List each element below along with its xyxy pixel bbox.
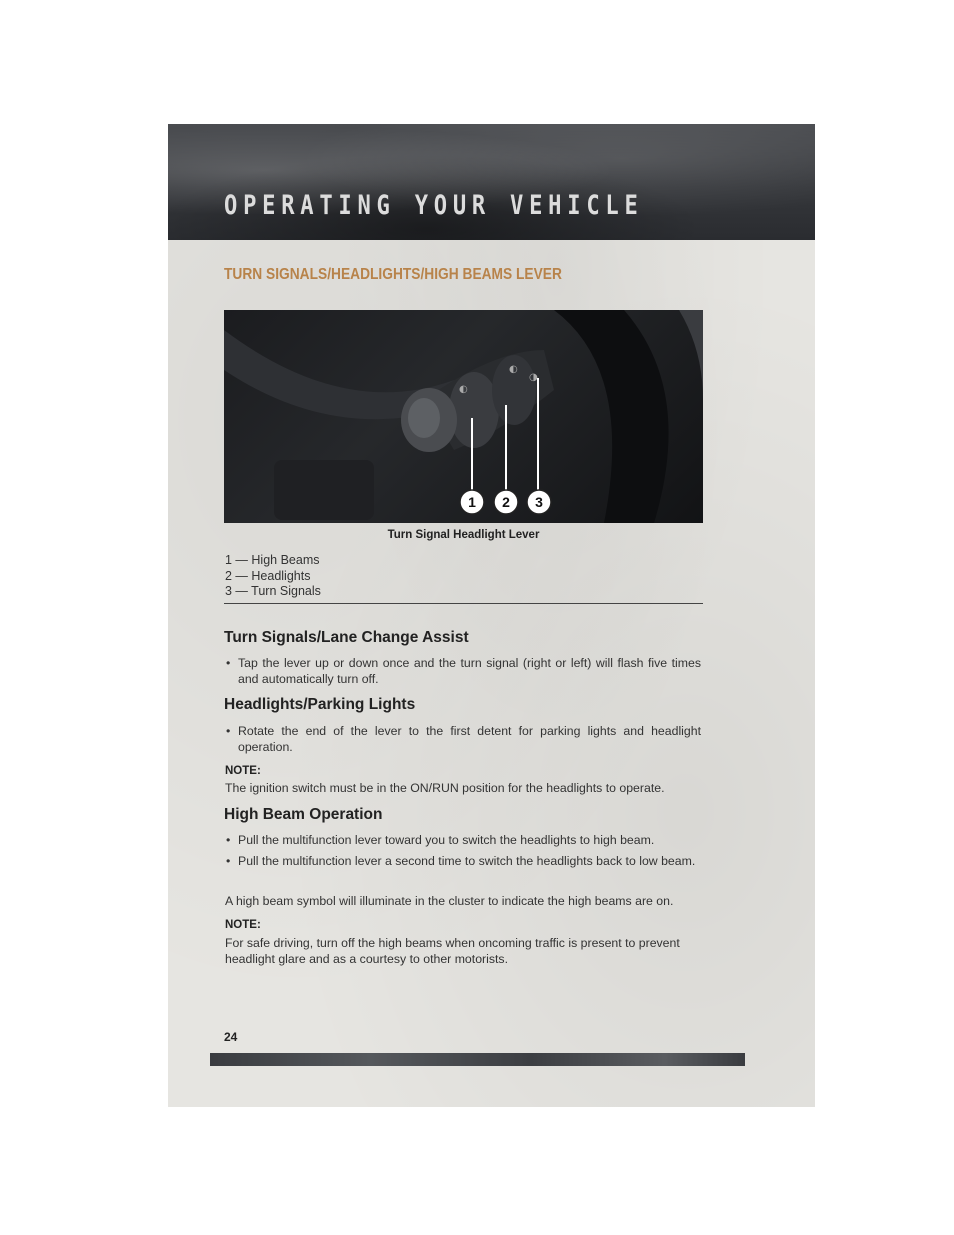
turn-signals-heading: Turn Signals/Lane Change Assist bbox=[224, 629, 469, 646]
legend-divider bbox=[224, 603, 703, 604]
high-beam-note-label: NOTE: bbox=[225, 919, 261, 931]
headlights-note-text: The ignition switch must be in the ON/RUN position for the headlights to operate. bbox=[225, 781, 665, 795]
legend-item: 3 — Turn Signals bbox=[225, 584, 321, 598]
figure-caption: Turn Signal Headlight Lever bbox=[387, 529, 540, 541]
lever-illustration bbox=[224, 310, 703, 523]
lower-console bbox=[274, 460, 374, 520]
high-beam-heading: High Beam Operation bbox=[224, 806, 383, 823]
manual-page bbox=[168, 124, 815, 1107]
high-beam-note-text: For safe driving, turn off the high beams when oncoming traffic is present to prevent headlight glare and as a courtesy to other motorists. bbox=[225, 936, 680, 966]
legend-item: 1 — High Beams bbox=[225, 553, 320, 567]
bullet-text: Pull the multifunction lever a second time to switch the headlights back to low beam. bbox=[238, 854, 696, 868]
bullet-dot: • bbox=[226, 724, 231, 738]
footer-bar bbox=[210, 1053, 745, 1066]
headlights-bullet bbox=[226, 723, 701, 755]
lever-ring bbox=[449, 372, 499, 448]
page-number: 24 bbox=[224, 1030, 238, 1044]
bullet-dot: • bbox=[226, 854, 231, 868]
chapter-banner bbox=[168, 124, 815, 240]
callout-label-1: 1 bbox=[468, 494, 476, 510]
lever-photo bbox=[224, 310, 703, 523]
bullet-dot: • bbox=[226, 833, 231, 847]
lever-symbol: ◑ bbox=[529, 372, 538, 383]
section-title: TURN SIGNALS/HEADLIGHTS/HIGH BEAMS LEVER bbox=[224, 266, 562, 283]
lever-end-highlight bbox=[408, 398, 440, 438]
high-beam-paragraph: A high beam symbol will illuminate in the cluster to indicate the high beams are on. bbox=[225, 894, 674, 908]
steering-wheel-rim bbox=[554, 310, 669, 523]
high-beam-bullet-1 bbox=[226, 832, 701, 848]
turn-signals-bullet bbox=[226, 655, 701, 687]
callout-label-2: 2 bbox=[502, 494, 510, 510]
steering-wheel-highlight bbox=[679, 310, 703, 400]
headlights-heading: Headlights/Parking Lights bbox=[224, 696, 416, 713]
callout-label-3: 3 bbox=[535, 494, 543, 510]
bullet-text: Rotate the end of the lever to the first detent for parking lights and headlight operation. bbox=[238, 724, 701, 754]
lever-symbol: ◐ bbox=[509, 364, 518, 375]
headlights-note-label: NOTE: bbox=[225, 765, 261, 777]
legend-item: 2 — Headlights bbox=[225, 568, 311, 583]
bullet-text: Tap the lever up or down once and the turn signal (right or left) will flash five times and automatically turn off. bbox=[238, 656, 701, 686]
bullet-dot: • bbox=[226, 656, 231, 670]
chapter-title: OPERATING YOUR VEHICLE bbox=[224, 190, 644, 221]
figure-legend bbox=[225, 553, 703, 600]
bullet-text: Pull the multifunction lever toward you to switch the headlights to high beam. bbox=[238, 833, 655, 847]
high-beam-bullet-2 bbox=[226, 853, 701, 869]
lever-symbol: ◐ bbox=[459, 384, 468, 395]
